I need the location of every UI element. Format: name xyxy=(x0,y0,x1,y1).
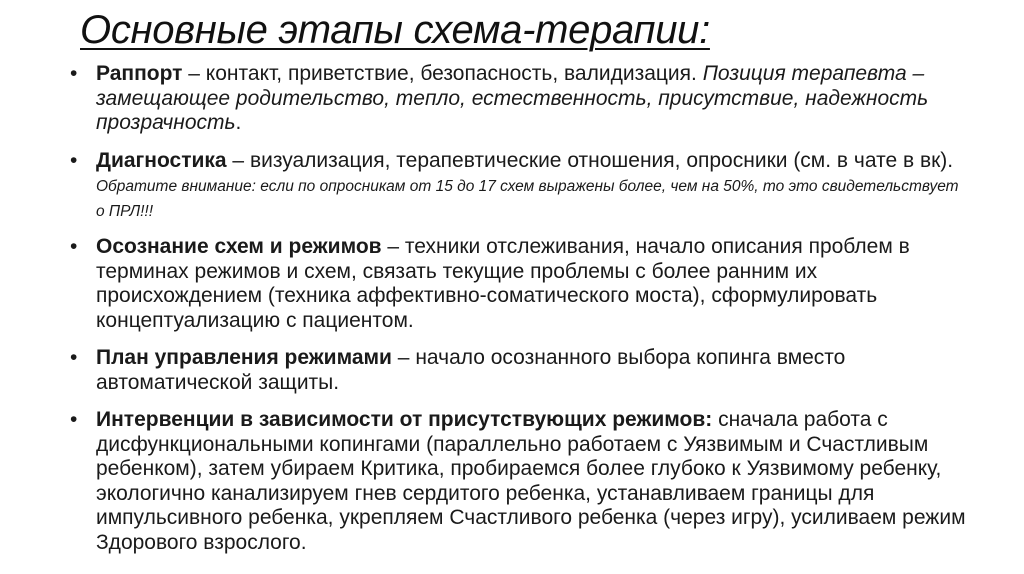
bullet-dot: • xyxy=(70,235,78,258)
bullet-note: Обратите внимание: если по опросникам от 15 до 17 схем выражены более, чем на 50%, то это свидетельствует о ПРЛ!!! xyxy=(96,178,959,220)
slide-title: Основные этапы схема-терапии: xyxy=(80,8,710,52)
bullet-text: сначала работа с дисфункциональными копингами (параллельно работаем с Уязвимым и Счастливым ребенком), затем убираем Критика, пробираемся более глубоко к Уязвимому ребенку, экологично канализируем гнев сердитого ребенка, устанавливаем границы для импульсивного ребенка, укрепляем Счастливого ребенка (через игру), усиливаем режим Здорового взрослого. xyxy=(96,408,966,554)
bullet-text: – техники отслеживания, начало описания проблем в терминах режимов и схем, связать текущие проблемы с более ранним их происхождением (техника аффективно-соматического моста), сформулировать концептуализацию с пациентом. xyxy=(96,235,910,332)
bullet-list xyxy=(68,62,968,568)
bullet-term: Интервенции в зависимости от присутствующих режимов: xyxy=(96,408,713,431)
bullet-dot: • xyxy=(70,346,78,369)
bullet-item-rapport xyxy=(68,62,968,136)
bullet-dot: • xyxy=(70,408,78,431)
bullet-item-awareness xyxy=(68,235,968,333)
bullet-text: – начало осознанного выбора копинга вместо автоматической защиты. xyxy=(96,346,846,394)
bullet-dot: • xyxy=(70,62,78,85)
bullet-term: План управления режимами xyxy=(96,346,392,369)
bullet-term: Диагностика xyxy=(96,148,227,172)
bullet-dot: • xyxy=(70,148,78,172)
bullet-tail: . xyxy=(235,111,242,134)
bullet-text: – контакт, приветствие, безопасность, валидизация. xyxy=(182,62,703,85)
bullet-item-interventions xyxy=(68,408,968,555)
bullet-item-diagnostics xyxy=(68,149,968,223)
bullet-term: Осознание схем и режимов xyxy=(96,235,382,258)
bullet-item-mode-plan xyxy=(68,346,968,395)
bullet-term: Раппорт xyxy=(96,62,183,85)
bullet-italic-text: Позиция терапевта – замещающее родительство, тепло, естественность, присутствие, надежность прозрачность xyxy=(96,62,929,134)
bullet-text: – визуализация, терапевтические отношения, опросники (см. в чате в вк). xyxy=(226,148,954,172)
